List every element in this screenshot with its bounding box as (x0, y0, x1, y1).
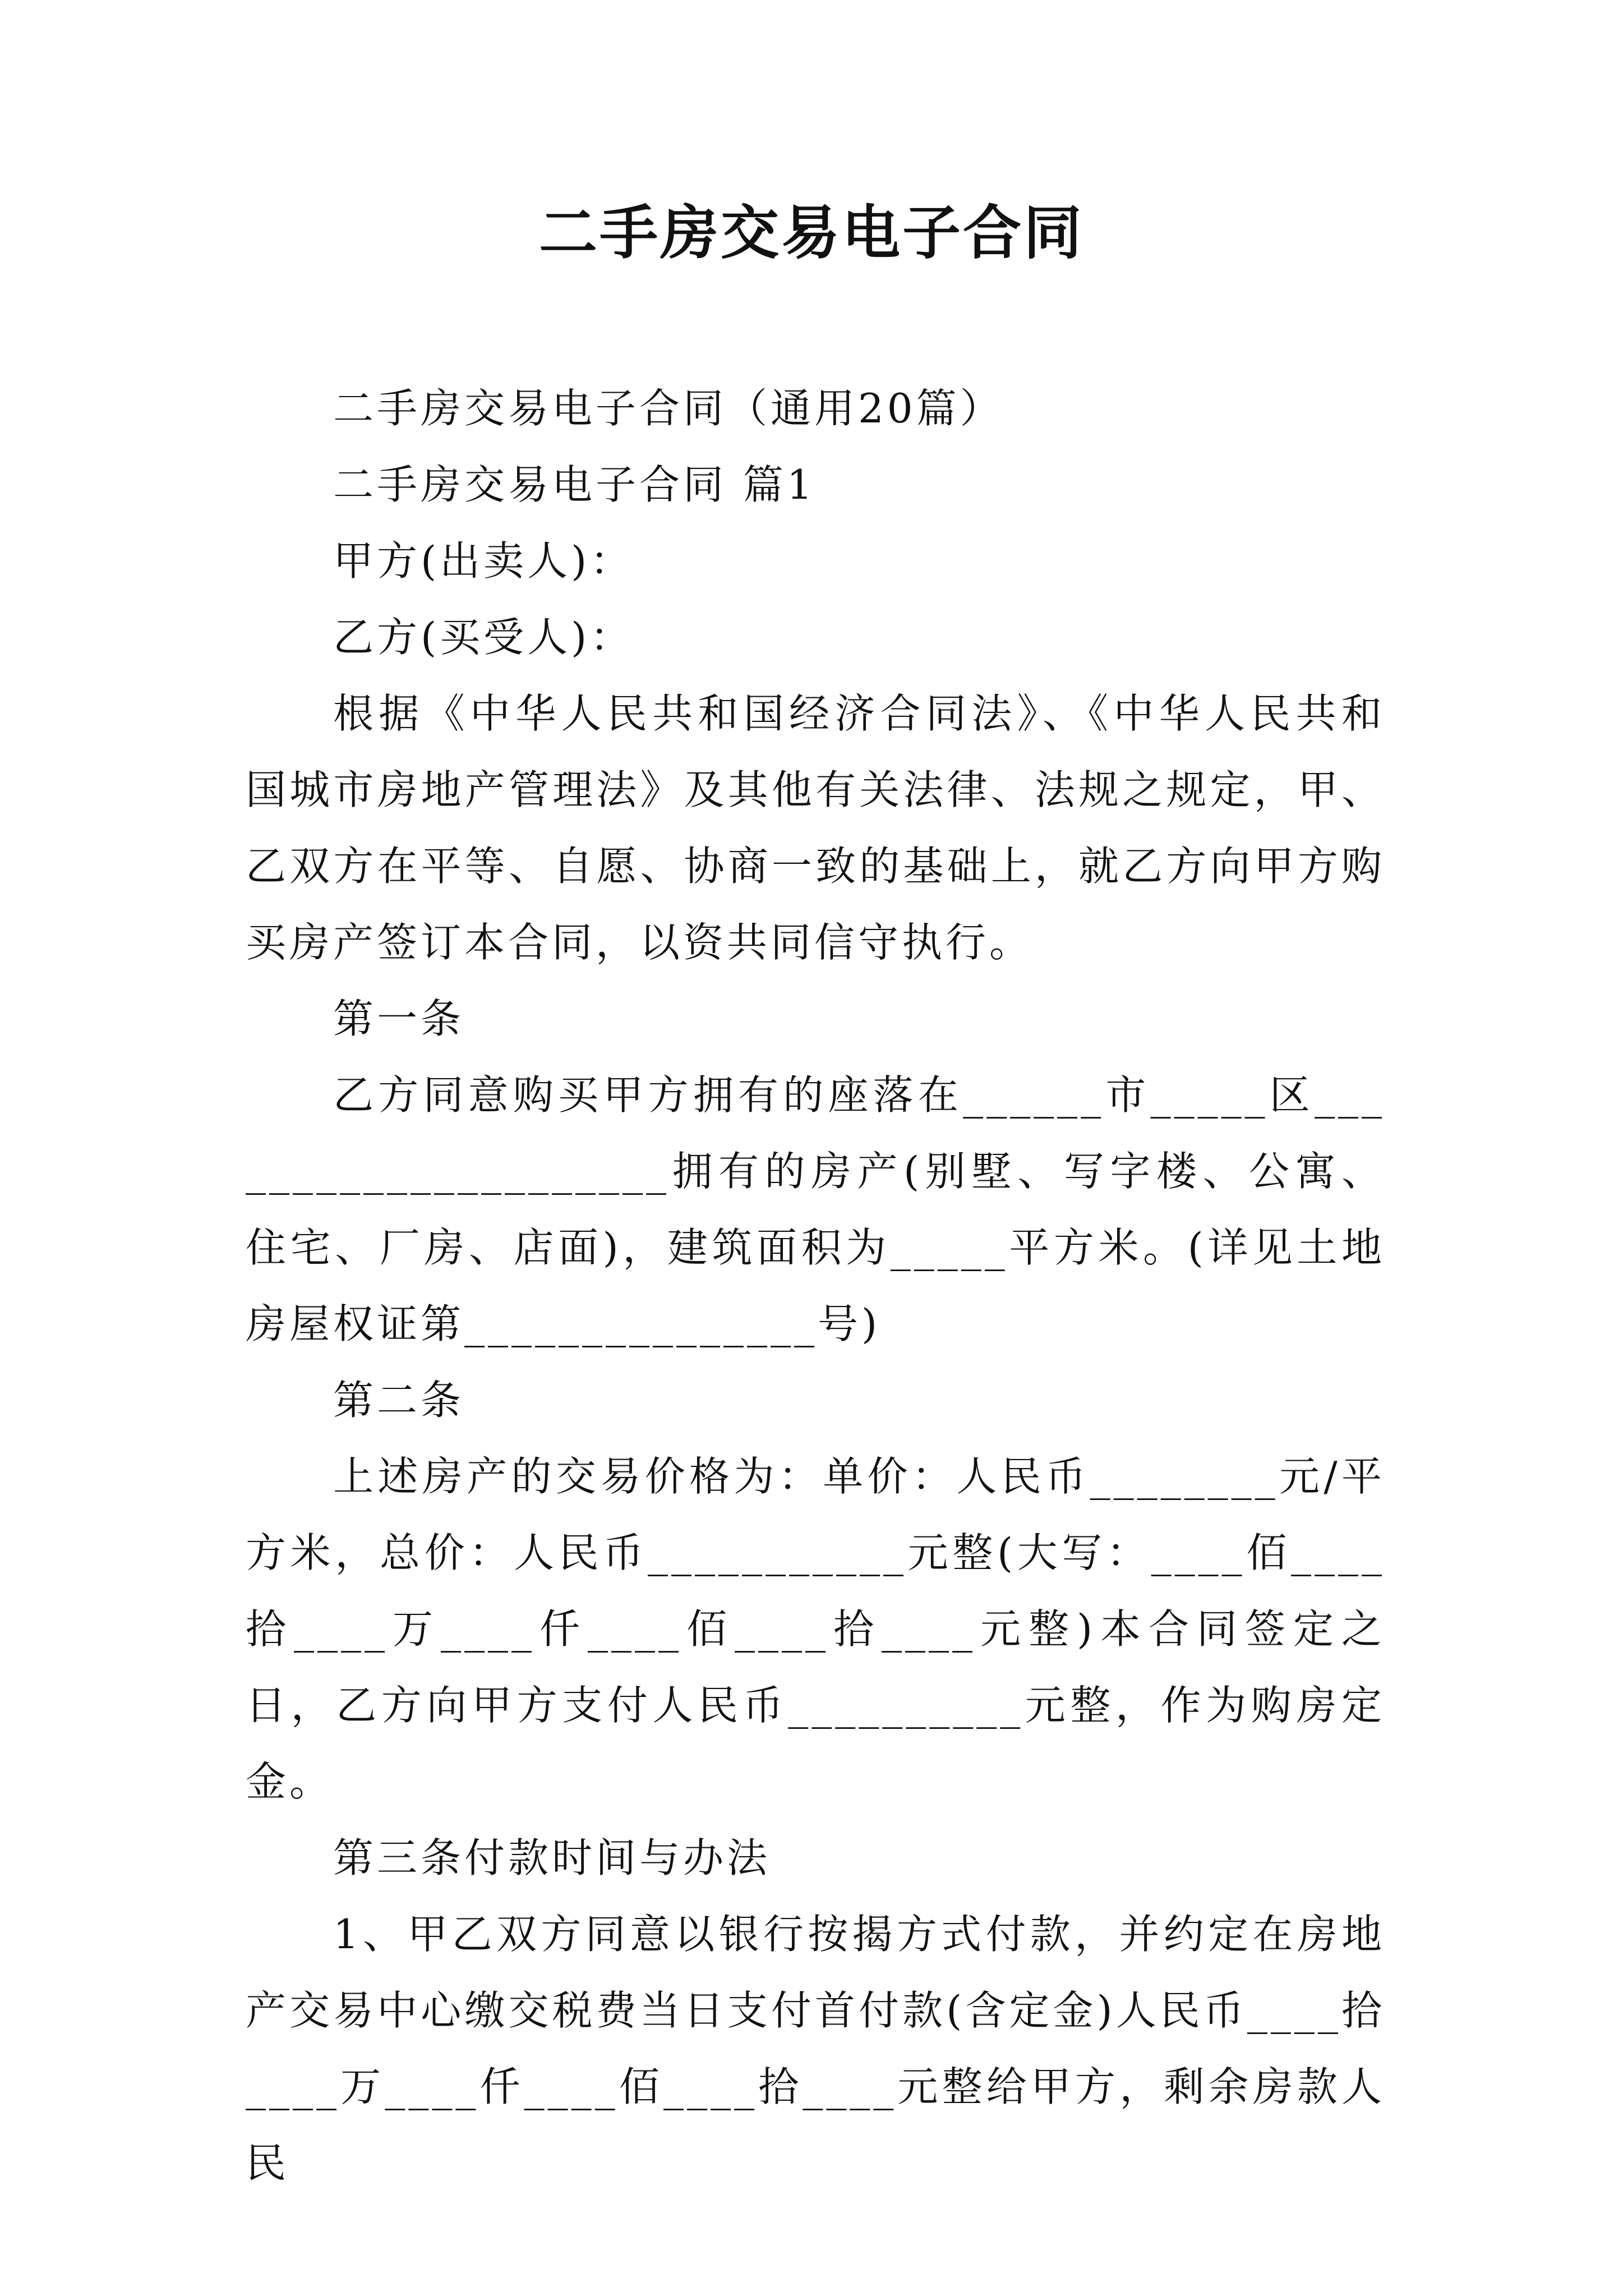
paragraph: 上述房产的交易价格为：单价：人民币________元/平方米，总价：人民币___________元整(大写：____佰____拾____万____仟____佰____拾____元整)本合同签定之日，乙方向甲方支付人民币__________元整，作为购房定金。 (246, 1453, 1385, 1805)
paragraph: 乙方(买受人)： (333, 614, 634, 661)
paragraph: 第三条付款时间与办法 (333, 1834, 771, 1881)
paragraph: 1、甲乙双方同意以银行按揭方式付款，并约定在房地产交易中心缴交税费当日支付首付款(含定金)人民币____拾____万____仟____佰____拾____元整给甲方，剩余房款人民 (246, 1911, 1385, 2187)
paragraph: 第二条 (333, 1377, 465, 1424)
document-title: 二手房交易电子合同 (538, 198, 1084, 267)
paragraph: 乙方同意购买甲方拥有的座落在______市_____区_____________________拥有的房产(别墅、写字楼、公寓、住宅、厂房、店面)，建筑面积为_____平方米。(详见土地房屋权证第_______________号) (246, 1071, 1385, 1347)
document-body (246, 370, 1385, 2201)
paragraph: 根据《中华人民共和国经济合同法》、《中华人民共和国城市房地产管理法》及其他有关法律、法规之规定，甲、乙双方在平等、自愿、协商一致的基础上，就乙方向甲方购买房产签订本合同，以资共同信守执行。 (246, 690, 1385, 966)
paragraph: 二手房交易电子合同（通用20篇） (333, 385, 1004, 432)
paragraph: 甲方(出卖人)： (333, 537, 634, 585)
paragraph: 二手房交易电子合同 篇1 (333, 461, 816, 508)
paragraph: 第一条 (333, 995, 465, 1042)
